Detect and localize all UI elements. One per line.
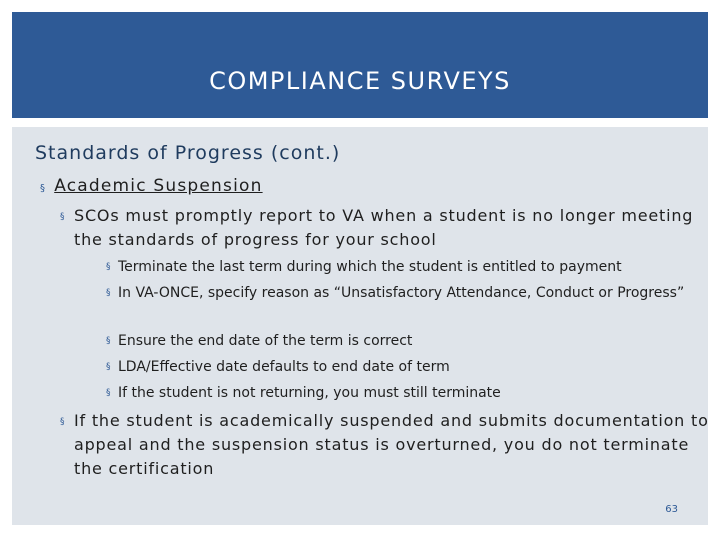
level3-bullet [106,330,698,352]
level3-bullet [106,282,698,304]
bullet-icon: § [106,336,111,346]
academic-suspension-label: Academic Suspension [54,176,263,196]
bullet-text: In VA-ONCE, specify reason as “Unsatisfactory Attendance, Conduct or Progress” [118,285,685,301]
bullet-text: SCOs must promptly report to VA when a student is no longer meeting the standards of progress for your school [74,206,694,249]
page-number: 63 [665,504,678,515]
bullet-icon: § [106,362,111,372]
content-panel [12,127,708,525]
bullet-icon: § [106,262,111,272]
bullet-icon: § [40,183,47,194]
section-heading: Standards of Progress (cont.) [35,142,341,164]
level3-bullet [106,256,698,278]
bullet-icon: § [60,417,66,427]
title-banner [12,12,708,118]
level3-bullet [106,382,698,404]
level2-bullet [60,409,714,481]
bullet-text: If the student is not returning, you must still terminate [118,385,501,401]
bullet-icon: § [106,288,111,298]
bullet-text: Terminate the last term during which the student is entitled to payment [118,259,622,275]
level3-bullet [106,356,698,378]
level1-bullet [40,175,263,200]
bullet-text: If the student is academically suspended and submits documentation to appeal and the suspension status is overturned, you do not terminate the certification [74,411,709,478]
level2-bullet [60,204,714,252]
bullet-icon: § [60,212,66,222]
bullet-icon: § [106,388,111,398]
slide-title: COMPLIANCE SURVEYS [209,67,511,95]
bullet-text: Ensure the end date of the term is correct [118,333,413,349]
bullet-text: LDA/Effective date defaults to end date of term [118,359,450,375]
